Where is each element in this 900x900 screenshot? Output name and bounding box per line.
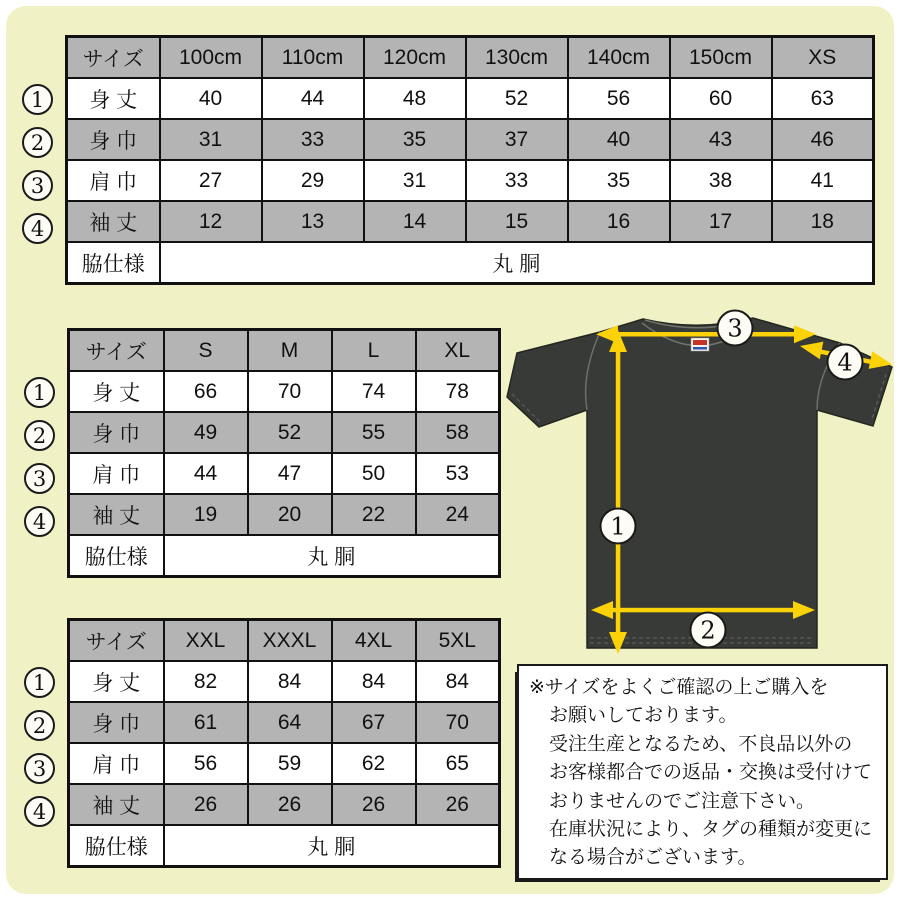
measurement-label: 身 丈 xyxy=(69,661,164,702)
circled-number-marker: 1 xyxy=(24,377,55,408)
diagram-marker-3 xyxy=(718,311,753,346)
measurement-label: 身 巾 xyxy=(69,412,164,453)
measurement-value: 26 xyxy=(248,784,332,825)
measurement-value: 22 xyxy=(332,494,416,535)
measurement-row xyxy=(67,119,874,160)
size-column-header: L xyxy=(332,330,416,372)
note-line: 在庫状況により、タグの種類が変更に xyxy=(549,819,873,841)
header-row xyxy=(67,37,874,79)
svg-text:1: 1 xyxy=(610,512,626,541)
measurement-value: 27 xyxy=(160,160,262,201)
note-line: なる場合がございます。 xyxy=(549,847,757,869)
circled-number-marker: 1 xyxy=(22,84,53,115)
measurement-row xyxy=(69,412,500,453)
side-spec-label: 脇仕様 xyxy=(69,535,164,577)
size-column-header: XXXL xyxy=(248,620,332,662)
size-column-header: 150cm xyxy=(670,37,772,79)
side-spec-value: 丸 胴 xyxy=(160,242,874,284)
measurement-value: 31 xyxy=(364,160,466,201)
diagram-marker-2 xyxy=(691,613,726,648)
circled-number-marker: 3 xyxy=(24,463,55,494)
measurement-value: 52 xyxy=(248,412,332,453)
measurement-value: 18 xyxy=(772,201,874,242)
size-column-header: 130cm xyxy=(466,37,568,79)
measurement-row xyxy=(67,78,874,119)
measurement-row xyxy=(69,743,500,784)
measurement-label: 身 丈 xyxy=(69,371,164,412)
side-spec-row xyxy=(69,825,500,867)
note-line: お客様都合での返品・交換は受付けて xyxy=(549,762,873,784)
measurement-label: 身 丈 xyxy=(67,78,160,119)
measurement-label: 肩 巾 xyxy=(69,453,164,494)
size-column-header: M xyxy=(248,330,332,372)
measurement-value: 17 xyxy=(670,201,772,242)
side-spec-row xyxy=(67,242,874,284)
measurement-value: 50 xyxy=(332,453,416,494)
measurement-value: 13 xyxy=(262,201,364,242)
size-header-label: サイズ xyxy=(67,37,160,79)
note-line: 受注生産となるため、不良品以外の xyxy=(549,733,853,755)
measurement-value: 14 xyxy=(364,201,466,242)
note-line: ※サイズをよくご確認の上ご購入を xyxy=(529,677,829,698)
measurement-value: 26 xyxy=(332,784,416,825)
header-row xyxy=(69,620,500,662)
size-table xyxy=(67,328,501,578)
measurement-value: 47 xyxy=(248,453,332,494)
measurement-value: 67 xyxy=(332,702,416,743)
size-table xyxy=(67,618,501,868)
measurement-value: 53 xyxy=(416,453,500,494)
measurement-row xyxy=(67,160,874,201)
measurement-value: 41 xyxy=(772,160,874,201)
measurement-label: 肩 巾 xyxy=(67,160,160,201)
measurement-value: 84 xyxy=(332,661,416,702)
measurement-value: 35 xyxy=(364,119,466,160)
measurement-value: 56 xyxy=(568,78,670,119)
size-header-label: サイズ xyxy=(69,330,164,372)
note-line: おりませんのでご注意下さい。 xyxy=(549,790,816,812)
measurement-value: 15 xyxy=(466,201,568,242)
measurement-value: 24 xyxy=(416,494,500,535)
circled-number-marker: 2 xyxy=(24,420,55,451)
measurement-row xyxy=(69,784,500,825)
measurement-value: 35 xyxy=(568,160,670,201)
size-column-header: XXL xyxy=(164,620,248,662)
circled-number-marker: 3 xyxy=(24,753,55,784)
measurement-value: 56 xyxy=(164,743,248,784)
size-column-header: 110cm xyxy=(262,37,364,79)
tshirt-diagram xyxy=(495,305,900,660)
measurement-label: 肩 巾 xyxy=(69,743,164,784)
measurement-value: 46 xyxy=(772,119,874,160)
size-table-adult xyxy=(22,328,501,578)
measurement-value: 52 xyxy=(466,78,568,119)
measurement-value: 65 xyxy=(416,743,500,784)
circled-number-marker: 2 xyxy=(24,710,55,741)
circled-number-marker: 3 xyxy=(22,170,53,201)
measurement-row xyxy=(69,702,500,743)
measurement-value: 31 xyxy=(160,119,262,160)
measurement-value: 20 xyxy=(248,494,332,535)
measurement-row xyxy=(69,494,500,535)
size-column-header: XS xyxy=(772,37,874,79)
circled-number-marker: 2 xyxy=(22,127,53,158)
measurement-value: 16 xyxy=(568,201,670,242)
measurement-value: 78 xyxy=(416,371,500,412)
measurement-label: 身 巾 xyxy=(69,702,164,743)
circled-number-marker: 4 xyxy=(22,213,53,244)
measurement-label: 身 巾 xyxy=(67,119,160,160)
size-column-header: XL xyxy=(416,330,500,372)
size-table xyxy=(65,35,875,285)
purchase-note-box xyxy=(517,664,888,880)
measurement-value: 64 xyxy=(248,702,332,743)
size-column-header: 120cm xyxy=(364,37,466,79)
measurement-value: 49 xyxy=(164,412,248,453)
brand-tag-icon xyxy=(691,338,709,351)
size-table-big xyxy=(22,618,501,868)
measurement-label: 袖 丈 xyxy=(69,494,164,535)
measurement-value: 38 xyxy=(670,160,772,201)
measurement-label: 袖 丈 xyxy=(67,201,160,242)
measurement-value: 44 xyxy=(164,453,248,494)
side-spec-row xyxy=(69,535,500,577)
diagram-marker-4 xyxy=(828,345,863,380)
size-table-kids xyxy=(20,35,875,285)
measurement-value: 58 xyxy=(416,412,500,453)
measurement-value: 74 xyxy=(332,371,416,412)
circled-number-marker: 4 xyxy=(24,506,55,537)
measurement-value: 61 xyxy=(164,702,248,743)
measurement-value: 44 xyxy=(262,78,364,119)
measurement-value: 29 xyxy=(262,160,364,201)
measurement-row xyxy=(67,201,874,242)
side-spec-label: 脇仕様 xyxy=(67,242,160,284)
measurement-value: 84 xyxy=(416,661,500,702)
measurement-value: 63 xyxy=(772,78,874,119)
size-column-header: 100cm xyxy=(160,37,262,79)
measurement-value: 37 xyxy=(466,119,568,160)
measurement-row xyxy=(69,371,500,412)
measurement-value: 48 xyxy=(364,78,466,119)
measurement-value: 40 xyxy=(160,78,262,119)
svg-text:2: 2 xyxy=(700,616,716,645)
side-spec-value: 丸 胴 xyxy=(164,535,500,577)
measurement-value: 62 xyxy=(332,743,416,784)
measurement-label: 袖 丈 xyxy=(69,784,164,825)
diagram-marker-1 xyxy=(601,509,636,544)
measurement-value: 33 xyxy=(466,160,568,201)
circled-number-marker: 1 xyxy=(24,667,55,698)
note-line: お願いしております。 xyxy=(549,705,738,727)
size-column-header: 5XL xyxy=(416,620,500,662)
measurement-value: 33 xyxy=(262,119,364,160)
size-header-label: サイズ xyxy=(69,620,164,662)
measurement-value: 26 xyxy=(416,784,500,825)
measurement-value: 70 xyxy=(248,371,332,412)
size-column-header: 4XL xyxy=(332,620,416,662)
measurement-value: 84 xyxy=(248,661,332,702)
measurement-value: 26 xyxy=(164,784,248,825)
measurement-value: 43 xyxy=(670,119,772,160)
side-spec-value: 丸 胴 xyxy=(164,825,500,867)
measurement-value: 82 xyxy=(164,661,248,702)
measurement-value: 60 xyxy=(670,78,772,119)
measurement-value: 12 xyxy=(160,201,262,242)
circled-number-marker: 4 xyxy=(24,796,55,827)
svg-text:3: 3 xyxy=(727,314,743,343)
measurement-value: 59 xyxy=(248,743,332,784)
measurement-row xyxy=(69,453,500,494)
side-spec-label: 脇仕様 xyxy=(69,825,164,867)
size-column-header: 140cm xyxy=(568,37,670,79)
header-row xyxy=(69,330,500,372)
size-column-header: S xyxy=(164,330,248,372)
measurement-value: 70 xyxy=(416,702,500,743)
svg-text:4: 4 xyxy=(837,348,853,377)
measurement-value: 66 xyxy=(164,371,248,412)
measurement-value: 19 xyxy=(164,494,248,535)
measurement-value: 40 xyxy=(568,119,670,160)
measurement-row xyxy=(69,661,500,702)
measurement-value: 55 xyxy=(332,412,416,453)
